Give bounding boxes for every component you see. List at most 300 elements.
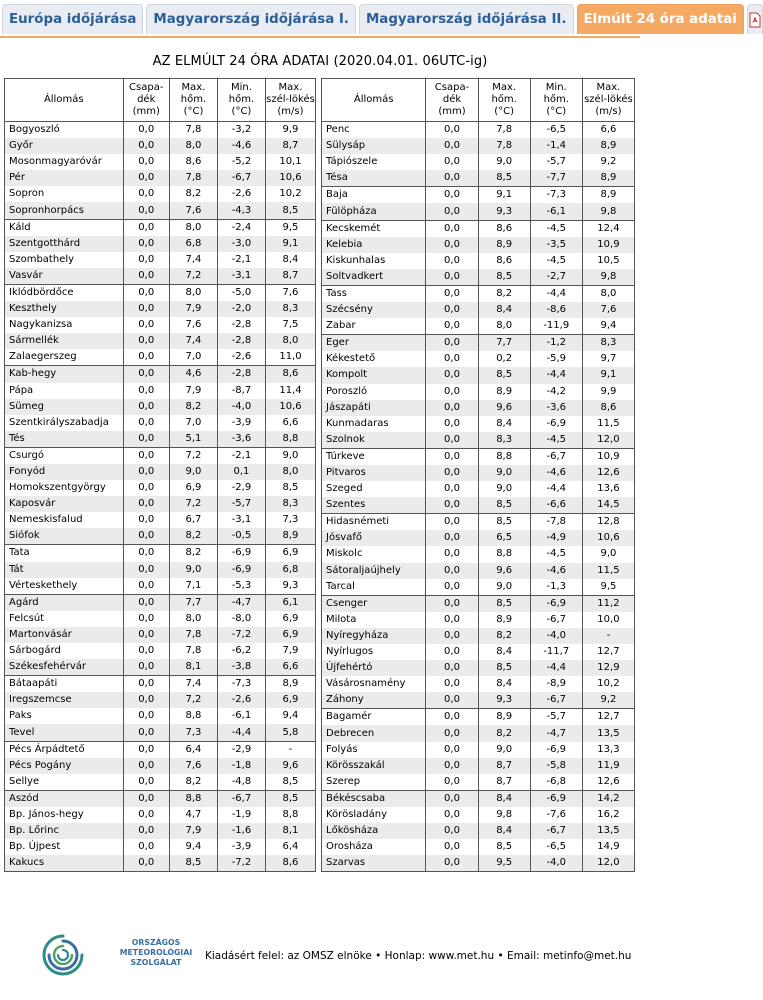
precipitation-cell: 0,0	[426, 839, 478, 855]
header-line: szél-lökés	[266, 94, 315, 105]
max-wind-gust-cell: 12,4	[582, 220, 634, 237]
max-temperature-cell: 7,8	[169, 643, 217, 659]
max-temperature-cell: 6,8	[169, 236, 217, 252]
station-name-cell: Aszód	[5, 790, 124, 807]
min-temperature-cell: -6,7	[530, 692, 582, 709]
table-row	[322, 253, 635, 269]
table-row	[322, 644, 635, 660]
station-name-cell: Milota	[322, 612, 426, 628]
precipitation-cell: 0,0	[426, 628, 478, 644]
precipitation-cell: 0,0	[123, 692, 169, 708]
precipitation-cell: 0,0	[123, 333, 169, 349]
max-temperature-cell: 8,2	[478, 628, 530, 644]
header-line: (mm)	[132, 106, 160, 117]
table-row	[322, 758, 635, 774]
min-temperature-cell: -1,2	[530, 335, 582, 352]
max-temperature-cell: 6,9	[169, 480, 217, 496]
table-row	[5, 349, 316, 366]
max-temperature-cell: 8,1	[169, 659, 217, 676]
precipitation-cell: 0,0	[123, 823, 169, 839]
station-name-cell: Bp. Újpest	[5, 839, 124, 855]
min-temperature-cell: -1,4	[530, 138, 582, 154]
max-wind-gust-cell: 12,7	[582, 709, 634, 726]
station-name-cell: Vásárosnamény	[322, 676, 426, 692]
max-temperature-cell: 6,5	[478, 530, 530, 546]
station-name-cell: Szentes	[322, 497, 426, 514]
table-row	[5, 807, 316, 823]
min-temperature-cell: -8,6	[530, 302, 582, 318]
table-row	[322, 187, 635, 204]
table-row	[5, 154, 316, 170]
station-name-cell: Sátoraljaújhely	[322, 563, 426, 579]
min-temperature-cell: -6,9	[530, 416, 582, 432]
table-row	[322, 400, 635, 416]
table-row	[5, 708, 316, 724]
max-wind-gust-cell: 12,7	[582, 644, 634, 660]
precipitation-cell: 0,0	[123, 562, 169, 578]
max-wind-gust-cell: 8,3	[582, 335, 634, 352]
max-temperature-cell: 7,6	[169, 202, 217, 219]
max-temperature-cell: 8,2	[169, 186, 217, 202]
table-row	[322, 384, 635, 400]
station-name-cell: Kecskemét	[322, 220, 426, 237]
station-name-cell: Újfehértó	[322, 660, 426, 676]
header-line: (°C)	[494, 106, 515, 117]
station-name-cell: Jósvafő	[322, 530, 426, 546]
min-temperature-cell: -5,3	[217, 578, 265, 595]
table-row	[5, 333, 316, 349]
precipitation-cell: 0,0	[426, 855, 478, 872]
station-name-cell: Martonvásár	[5, 627, 124, 643]
precipitation-cell: 0,0	[123, 627, 169, 643]
table-row	[322, 595, 635, 612]
min-temperature-cell: -2,7	[530, 269, 582, 286]
max-wind-gust-cell: 16,2	[582, 807, 634, 823]
table-row	[322, 138, 635, 154]
table-row	[5, 611, 316, 627]
precipitation-cell: 0,0	[123, 154, 169, 170]
header-line: hőm.	[180, 94, 207, 105]
max-wind-gust-cell: 8,0	[265, 464, 315, 480]
station-name-cell: Győr	[5, 138, 124, 154]
station-name-cell: Kaposvár	[5, 496, 124, 512]
max-temperature-cell: 7,4	[169, 252, 217, 268]
station-name-cell: Soltvadkert	[322, 269, 426, 286]
precipitation-cell: 0,0	[123, 676, 169, 693]
header-line: hőm.	[491, 94, 517, 105]
max-temperature-cell: 8,0	[169, 138, 217, 154]
precipitation-cell: 0,0	[123, 122, 169, 139]
tab-europe-weather[interactable]: Európa időjárása	[2, 4, 143, 34]
min-temperature-cell: -4,5	[530, 432, 582, 449]
max-temperature-cell: 7,2	[169, 692, 217, 708]
min-temperature-cell: -2,1	[217, 447, 265, 464]
table-row	[5, 301, 316, 317]
station-name-cell: Csurgó	[5, 447, 124, 464]
station-name-cell: Nemeskisfalud	[5, 512, 124, 528]
tab-underline	[0, 36, 640, 38]
max-wind-gust-cell: 6,9	[265, 692, 315, 708]
max-temperature-cell: 8,8	[169, 708, 217, 724]
header-tmin	[217, 79, 265, 122]
table-row	[5, 122, 316, 139]
table-row	[5, 186, 316, 202]
station-name-cell: Paks	[5, 708, 124, 724]
table-row	[322, 790, 635, 807]
min-temperature-cell: -3,1	[217, 268, 265, 285]
station-name-cell: Nyíregyháza	[322, 628, 426, 644]
max-temperature-cell: 7,9	[169, 301, 217, 317]
table-row	[322, 807, 635, 823]
station-name-cell: Agárd	[5, 594, 124, 611]
precipitation-cell: 0,0	[426, 742, 478, 758]
header-line: Csapa-	[129, 82, 164, 93]
precipitation-cell: 0,0	[123, 202, 169, 219]
max-temperature-cell: 7,2	[169, 447, 217, 464]
max-temperature-cell: 7,9	[169, 823, 217, 839]
max-wind-gust-cell: 11,4	[265, 383, 315, 399]
precipitation-cell: 0,0	[426, 807, 478, 823]
max-temperature-cell: 8,0	[478, 318, 530, 335]
precipitation-cell: 0,0	[426, 676, 478, 692]
table-row	[5, 562, 316, 578]
table-row	[322, 530, 635, 546]
table-row	[322, 154, 635, 170]
station-name-cell: Sárbogárd	[5, 643, 124, 659]
precipitation-cell: 0,0	[426, 692, 478, 709]
precipitation-cell: 0,0	[426, 367, 478, 383]
max-wind-gust-cell: 11,5	[582, 416, 634, 432]
station-name-cell: Eger	[322, 335, 426, 352]
max-wind-gust-cell: -	[265, 741, 315, 758]
max-wind-gust-cell: 6,9	[265, 627, 315, 643]
max-temperature-cell: 8,7	[478, 774, 530, 791]
min-temperature-cell: -5,7	[530, 154, 582, 170]
max-temperature-cell: 4,6	[169, 366, 217, 383]
max-temperature-cell: 7,2	[169, 268, 217, 285]
table-row	[322, 497, 635, 514]
table-header-row	[322, 79, 635, 122]
table-row	[322, 563, 635, 579]
max-wind-gust-cell: 9,7	[582, 351, 634, 367]
min-temperature-cell: -4,4	[530, 481, 582, 497]
max-temperature-cell: 7,0	[169, 415, 217, 431]
station-name-cell: Kelebia	[322, 237, 426, 253]
min-temperature-cell: -4,0	[217, 399, 265, 415]
max-temperature-cell: 5,1	[169, 431, 217, 448]
station-name-cell: Sopronhorpács	[5, 202, 124, 219]
precipitation-cell: 0,0	[123, 758, 169, 774]
precipitation-cell: 0,0	[123, 855, 169, 872]
min-temperature-cell: -4,3	[217, 202, 265, 219]
table-row	[322, 203, 635, 220]
station-name-cell: Sülysáp	[322, 138, 426, 154]
station-name-cell: Szarvas	[322, 855, 426, 872]
station-name-cell: Bogyoszló	[5, 122, 124, 139]
max-wind-gust-cell: 6,6	[582, 122, 634, 139]
min-temperature-cell: -6,9	[530, 790, 582, 807]
max-temperature-cell: 7,7	[478, 335, 530, 352]
precipitation-cell: 0,0	[426, 497, 478, 514]
max-wind-gust-cell: 9,4	[582, 318, 634, 335]
header-line: Max.	[492, 82, 517, 93]
max-wind-gust-cell: 14,9	[582, 839, 634, 855]
min-temperature-cell: -2,9	[217, 480, 265, 496]
table-row	[5, 202, 316, 219]
max-temperature-cell: 8,0	[169, 219, 217, 236]
table-row	[322, 481, 635, 497]
table-row	[5, 643, 316, 659]
max-wind-gust-cell: 10,6	[265, 399, 315, 415]
min-temperature-cell: -4,5	[530, 546, 582, 562]
table-row	[322, 122, 635, 139]
precipitation-cell: 0,0	[426, 269, 478, 286]
table-row	[5, 383, 316, 399]
station-name-cell: Sármellék	[5, 333, 124, 349]
precipitation-cell: 0,0	[123, 284, 169, 301]
precipitation-cell: 0,0	[426, 644, 478, 660]
min-temperature-cell: -7,2	[217, 855, 265, 872]
header-line: (°C)	[546, 106, 567, 117]
max-temperature-cell: 7,2	[169, 496, 217, 512]
station-name-cell: Tápiószele	[322, 154, 426, 170]
max-wind-gust-cell: 8,7	[265, 138, 315, 154]
max-wind-gust-cell: 5,8	[265, 724, 315, 741]
pdf-download-button[interactable]	[747, 4, 763, 34]
max-temperature-cell: 6,7	[169, 512, 217, 528]
max-temperature-cell: 9,6	[478, 563, 530, 579]
max-temperature-cell: 8,4	[478, 302, 530, 318]
max-wind-gust-cell: -	[582, 628, 634, 644]
max-temperature-cell: 0,2	[478, 351, 530, 367]
precipitation-cell: 0,0	[123, 594, 169, 611]
precipitation-cell: 0,0	[123, 790, 169, 807]
min-temperature-cell: -5,0	[217, 284, 265, 301]
max-wind-gust-cell: 9,9	[582, 384, 634, 400]
max-wind-gust-cell: 9,8	[582, 269, 634, 286]
max-temperature-cell: 8,6	[478, 253, 530, 269]
precipitation-cell: 0,0	[123, 399, 169, 415]
precipitation-cell: 0,0	[426, 335, 478, 352]
precipitation-cell: 0,0	[123, 170, 169, 186]
table-row	[322, 170, 635, 187]
precipitation-cell: 0,0	[123, 807, 169, 823]
station-name-cell: Poroszló	[322, 384, 426, 400]
min-temperature-cell: -6,7	[530, 823, 582, 839]
table-row	[5, 578, 316, 595]
station-name-cell: Tata	[5, 545, 124, 562]
min-temperature-cell: -6,7	[217, 170, 265, 186]
header-line: Csapa-	[434, 82, 470, 93]
tab-hungary-weather-2[interactable]: Magyarország időjárása II.	[359, 4, 574, 34]
header-tmax	[478, 79, 530, 122]
table-row	[322, 432, 635, 449]
station-name-cell: Kékestető	[322, 351, 426, 367]
max-wind-gust-cell: 8,6	[582, 400, 634, 416]
station-name-cell: Tevel	[5, 724, 124, 741]
min-temperature-cell: -4,4	[217, 724, 265, 741]
max-temperature-cell: 7,7	[169, 594, 217, 611]
min-temperature-cell: -11,9	[530, 318, 582, 335]
min-temperature-cell: -6,9	[217, 545, 265, 562]
station-name-cell: Hidasnémeti	[322, 514, 426, 531]
max-wind-gust-cell: 9,8	[582, 203, 634, 220]
station-name-cell: Debrecen	[322, 725, 426, 741]
precipitation-cell: 0,0	[426, 530, 478, 546]
max-wind-gust-cell: 10,2	[582, 676, 634, 692]
max-wind-gust-cell: 12,0	[582, 855, 634, 872]
max-wind-gust-cell: 7,9	[265, 643, 315, 659]
precipitation-cell: 0,0	[123, 545, 169, 562]
station-name-cell: Baja	[322, 187, 426, 204]
table-row	[322, 318, 635, 335]
station-name-cell: Miskolc	[322, 546, 426, 562]
max-temperature-cell: 8,0	[169, 611, 217, 627]
header-line: Min.	[545, 82, 567, 93]
station-name-cell: Pitvaros	[322, 465, 426, 481]
min-temperature-cell: -6,1	[530, 203, 582, 220]
max-temperature-cell: 8,5	[478, 514, 530, 531]
max-wind-gust-cell: 8,5	[265, 774, 315, 791]
max-wind-gust-cell: 10,1	[265, 154, 315, 170]
precipitation-cell: 0,0	[426, 758, 478, 774]
table-row	[5, 512, 316, 528]
min-temperature-cell: -11,7	[530, 644, 582, 660]
max-temperature-cell: 9,1	[478, 187, 530, 204]
precipitation-cell: 0,0	[123, 724, 169, 741]
precipitation-cell: 0,0	[426, 612, 478, 628]
max-temperature-cell: 8,4	[478, 823, 530, 839]
header-line: Max.	[596, 82, 621, 93]
max-temperature-cell: 9,8	[478, 807, 530, 823]
max-temperature-cell: 9,0	[478, 154, 530, 170]
station-name-cell: Sümeg	[5, 399, 124, 415]
table-row	[322, 367, 635, 383]
precipitation-cell: 0,0	[123, 252, 169, 268]
max-wind-gust-cell: 6,8	[265, 562, 315, 578]
header-line: hőm.	[228, 94, 255, 105]
table-row	[5, 724, 316, 741]
table-row	[322, 725, 635, 741]
table-row	[322, 285, 635, 302]
table-row	[322, 546, 635, 562]
table-row	[322, 742, 635, 758]
table-row	[5, 415, 316, 431]
min-temperature-cell: -6,5	[530, 122, 582, 139]
table-row	[5, 659, 316, 676]
max-temperature-cell: 8,2	[478, 725, 530, 741]
max-temperature-cell: 7,8	[478, 122, 530, 139]
min-temperature-cell: -3,6	[217, 431, 265, 448]
max-wind-gust-cell: 8,5	[265, 202, 315, 219]
precipitation-cell: 0,0	[123, 431, 169, 448]
max-temperature-cell: 8,2	[169, 528, 217, 545]
max-wind-gust-cell: 13,5	[582, 725, 634, 741]
station-name-cell: Folyás	[322, 742, 426, 758]
min-temperature-cell: -1,3	[530, 579, 582, 596]
max-wind-gust-cell: 13,5	[582, 823, 634, 839]
precipitation-cell: 0,0	[123, 839, 169, 855]
station-name-cell: Tass	[322, 285, 426, 302]
station-name-cell: Kiskunhalas	[322, 253, 426, 269]
max-temperature-cell: 9,3	[478, 692, 530, 709]
station-name-cell: Bp. János-hegy	[5, 807, 124, 823]
table-row	[5, 855, 316, 872]
max-wind-gust-cell: 8,8	[265, 431, 315, 448]
max-wind-gust-cell: 14,2	[582, 790, 634, 807]
min-temperature-cell: -3,1	[217, 512, 265, 528]
station-name-cell: Orosháza	[322, 839, 426, 855]
station-name-cell: Keszthely	[5, 301, 124, 317]
max-temperature-cell: 9,0	[478, 481, 530, 497]
precipitation-cell: 0,0	[123, 464, 169, 480]
min-temperature-cell: -6,9	[530, 595, 582, 612]
station-name-cell: Bp. Lőrinc	[5, 823, 124, 839]
station-name-cell: Penc	[322, 122, 426, 139]
min-temperature-cell: -2,4	[217, 219, 265, 236]
max-wind-gust-cell: 6,4	[265, 839, 315, 855]
header-line: Max.	[278, 82, 303, 93]
max-wind-gust-cell: 9,5	[265, 219, 315, 236]
max-temperature-cell: 7,4	[169, 333, 217, 349]
table-row	[5, 528, 316, 545]
station-name-cell: Lőkösháza	[322, 823, 426, 839]
max-wind-gust-cell: 8,8	[265, 807, 315, 823]
precipitation-cell: 0,0	[426, 823, 478, 839]
max-wind-gust-cell: 11,2	[582, 595, 634, 612]
max-wind-gust-cell: 9,0	[582, 546, 634, 562]
table-row	[5, 774, 316, 791]
min-temperature-cell: -3,0	[217, 236, 265, 252]
max-temperature-cell: 8,9	[478, 709, 530, 726]
max-wind-gust-cell: 12,9	[582, 660, 634, 676]
precipitation-cell: 0,0	[426, 400, 478, 416]
table-row	[5, 447, 316, 464]
footer-credits: Kiadásért felel: az OMSZ elnöke • Honlap: www.met.hu • Email: metinfo@met.hu	[205, 950, 632, 962]
precipitation-cell: 0,0	[426, 384, 478, 400]
max-temperature-cell: 8,4	[478, 790, 530, 807]
table-row	[5, 790, 316, 807]
tab-last-24h-data[interactable]: Elmúlt 24 óra adatai	[577, 4, 744, 34]
max-wind-gust-cell: 12,6	[582, 465, 634, 481]
table-row	[322, 612, 635, 628]
max-wind-gust-cell: 10,5	[582, 253, 634, 269]
precipitation-cell: 0,0	[426, 595, 478, 612]
min-temperature-cell: -2,1	[217, 252, 265, 268]
table-row	[322, 709, 635, 726]
precipitation-cell: 0,0	[426, 481, 478, 497]
tab-hungary-weather-1[interactable]: Magyarország időjárása I.	[146, 4, 356, 34]
min-temperature-cell: -1,6	[217, 823, 265, 839]
precipitation-cell: 0,0	[426, 579, 478, 596]
min-temperature-cell: -6,8	[530, 774, 582, 791]
max-temperature-cell: 7,8	[169, 627, 217, 643]
min-temperature-cell: -7,8	[530, 514, 582, 531]
precipitation-cell: 0,0	[426, 220, 478, 237]
header-line: (m/s)	[595, 106, 622, 117]
table-row	[322, 269, 635, 286]
precipitation-cell: 0,0	[426, 170, 478, 187]
station-name-cell: Vérteskethely	[5, 578, 124, 595]
precipitation-cell: 0,0	[426, 154, 478, 170]
max-temperature-cell: 8,4	[478, 416, 530, 432]
min-temperature-cell: -5,8	[530, 758, 582, 774]
min-temperature-cell: -3,8	[217, 659, 265, 676]
precipitation-cell: 0,0	[426, 122, 478, 139]
header-line: (°C)	[231, 106, 252, 117]
header-line: dék	[137, 94, 156, 105]
precipitation-cell: 0,0	[426, 546, 478, 562]
